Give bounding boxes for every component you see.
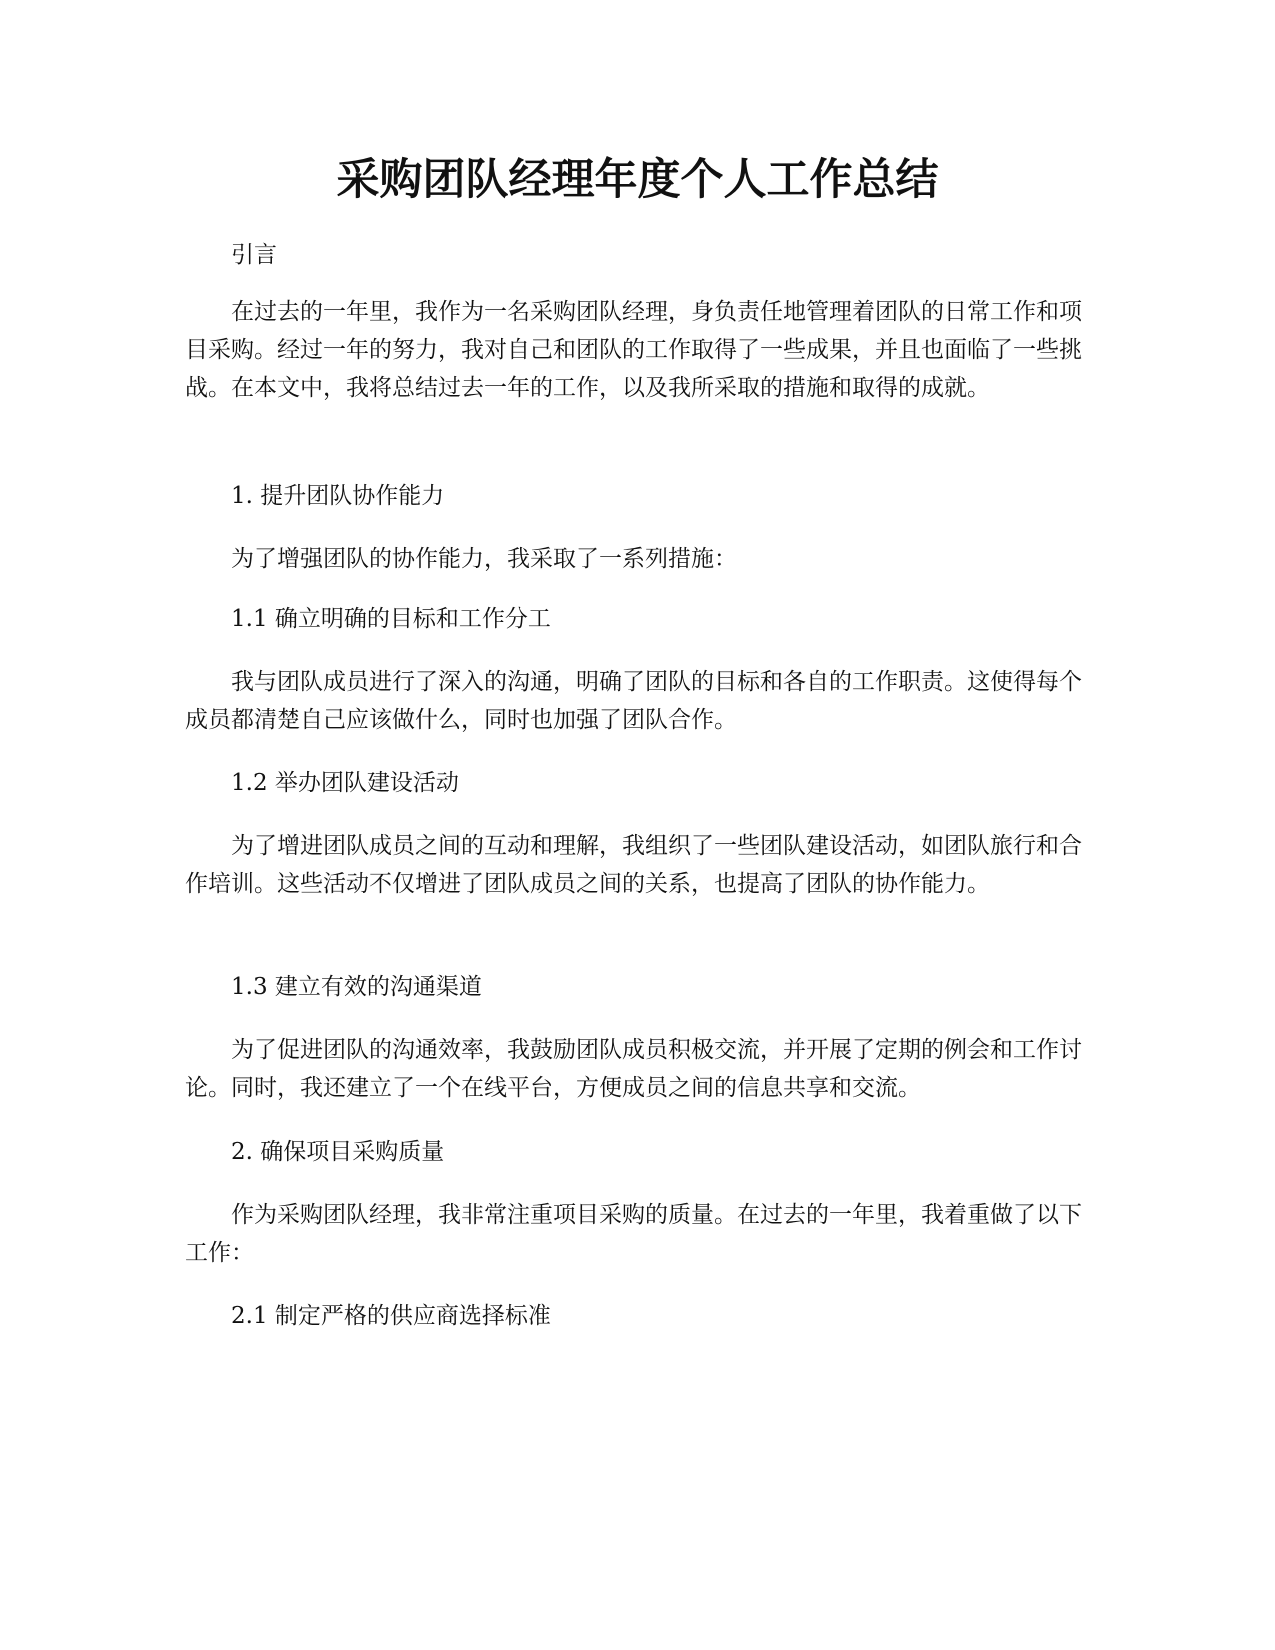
subsection-heading-1-2: 1.2 举办团队建设活动 bbox=[231, 770, 459, 796]
paragraph-intro: 在过去的一年里，我作为一名采购团队经理，身负责任地管理着团队的日常工作和项目采购。经过一年的努力，我对自己和团队的工作取得了一些成果，并且也面临了一些挑战。在本文中，我将总结过去一年的工作，以及我所采取的措施和取得的成就。 bbox=[185, 299, 1082, 401]
subsection-heading-2-1: 2.1 制定严格的供应商选择标准 bbox=[231, 1303, 551, 1329]
section-intro-heading: 引言 bbox=[231, 242, 277, 268]
paragraph-1-1: 我与团队成员进行了深入的沟通，明确了团队的目标和各自的工作职责。这使得每个成员都清楚自己应该做什么，同时也加强了团队合作。 bbox=[185, 669, 1082, 733]
paragraph-1-intro: 为了增强团队的协作能力，我采取了一系列措施： bbox=[231, 546, 737, 572]
paragraph-2-intro: 作为采购团队经理，我非常注重项目采购的质量。在过去的一年里，我着重做了以下工作： bbox=[185, 1202, 1082, 1266]
section-heading-2: 2. 确保项目采购质量 bbox=[231, 1139, 445, 1165]
subsection-heading-1-3: 1.3 建立有效的沟通渠道 bbox=[231, 974, 482, 1000]
paragraph-1-2: 为了增进团队成员之间的互动和理解，我组织了一些团队建设活动，如团队旅行和合作培训。这些活动不仅增进了团队成员之间的关系，也提高了团队的协作能力。 bbox=[185, 833, 1082, 897]
subsection-heading-1-1: 1.1 确立明确的目标和工作分工 bbox=[231, 606, 551, 632]
paragraph-1-3: 为了促进团队的沟通效率，我鼓励团队成员积极交流，并开展了定期的例会和工作讨论。同时，我还建立了一个在线平台，方便成员之间的信息共享和交流。 bbox=[185, 1037, 1082, 1101]
section-heading-1: 1. 提升团队协作能力 bbox=[231, 483, 445, 509]
document-title: 采购团队经理年度个人工作总结 bbox=[336, 155, 939, 205]
